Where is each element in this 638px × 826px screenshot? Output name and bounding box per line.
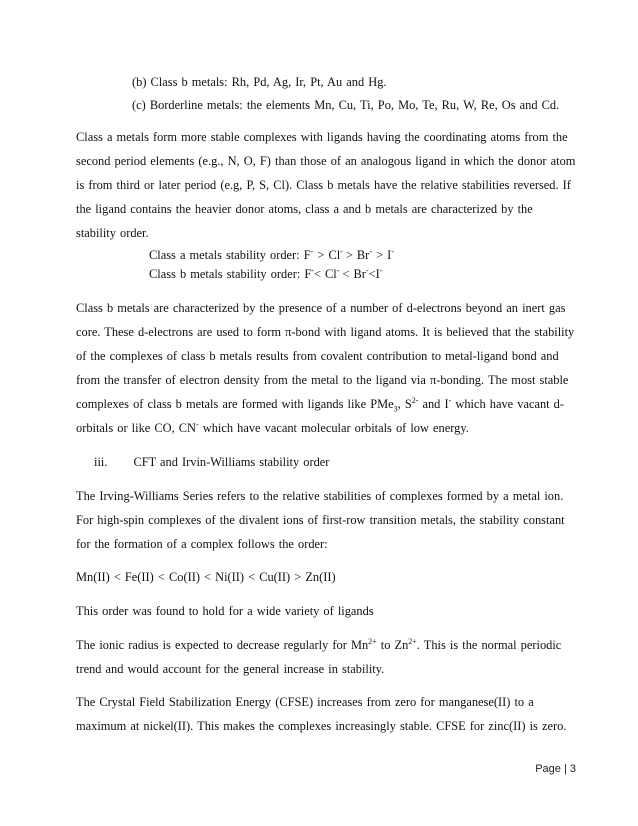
paragraph-line: For high-spin complexes of the divalent ions of first-row transition metals, the stability constant xyxy=(76,513,565,527)
paragraph-line: Class b metals are characterized by the presence of a number of d-electrons beyond an inert gas xyxy=(76,301,566,315)
section-heading xyxy=(94,454,578,470)
list-item-b: (b) Class b metals: Rh, Pd, Ag, Ir, Pt, Au and Hg. xyxy=(132,75,387,89)
paragraph-line: complexes of class b metals are formed with ligands like PMe$_3$, $S^{2-}$ and I- which have vacant d- xyxy=(76,395,564,414)
paragraph-line: core. These d-electrons are used to form π-bond with ligand atoms. It is believed that the stability xyxy=(76,325,575,339)
irving-williams-order: Mn(II) < Fe(II) < Co(II) < Ni(II) < Cu(II) > Zn(II) xyxy=(76,570,336,584)
paragraph-line: The Crystal Field Stabilization Energy (CFSE) increases from zero for manganese(II) to a xyxy=(76,695,534,709)
paragraph-line: of the complexes of class b metals results from covalent contribution to metal-ligand bond and xyxy=(76,349,559,363)
paragraph-line: orbitals or like CO, CN- which have vacant molecular orbitals of low energy. xyxy=(76,419,469,435)
paragraph-line: from the transfer of electron density from the metal to the ligand via π-bonding. The most stable xyxy=(76,373,569,387)
paragraph-line: for the formation of a complex follows the order: xyxy=(76,537,328,551)
paragraph-line: Class a metals form more stable complexes with ligands having the coordinating atoms from the xyxy=(76,130,568,144)
paragraph-line: second period elements (e.g., N, O, F) than those of an analogous ligand in which the donor atom xyxy=(76,154,576,168)
paragraph-line: trend and would account for the general increase in stability. xyxy=(76,662,385,676)
paragraph-line: maximum at nickel(II). This makes the complexes increasingly stable. CFSE for zinc(II) is zero. xyxy=(76,719,567,733)
page-number: Page | 3 xyxy=(535,763,576,775)
list-item-c: (c) Borderline metals: the elements Mn, Cu, Ti, Po, Mo, Te, Ru, W, Re, Os and Cd. xyxy=(132,98,560,112)
class-a-stability-order: Class a metals stability order: F- > Cl- > Br- > I- xyxy=(149,246,394,262)
section-title: CFT and Irvin-Williams stability order xyxy=(133,455,330,469)
paragraph-line: is from third or later period (e.g, P, S, Cl). Class b metals have the relative stabilities reversed. If xyxy=(76,178,571,192)
section-numeral: iii. xyxy=(94,455,108,469)
paragraph-line: the ligand contains the heavier donor atoms, class a and b metals are characterized by the xyxy=(76,202,533,216)
class-b-stability-order: Class b metals stability order: F-< Cl- < Br-<I- xyxy=(149,265,383,281)
paragraph-line: The Irving-Williams Series refers to the relative stabilities of complexes formed by a metal ion. xyxy=(76,489,564,503)
paragraph-line: stability order. xyxy=(76,226,149,240)
paragraph-line: The ionic radius is expected to decrease regularly for $Mn^{2+}$ to $Zn^{2+}$. This is the normal periodic xyxy=(76,636,562,652)
paragraph-line: This order was found to hold for a wide variety of ligands xyxy=(76,604,374,618)
